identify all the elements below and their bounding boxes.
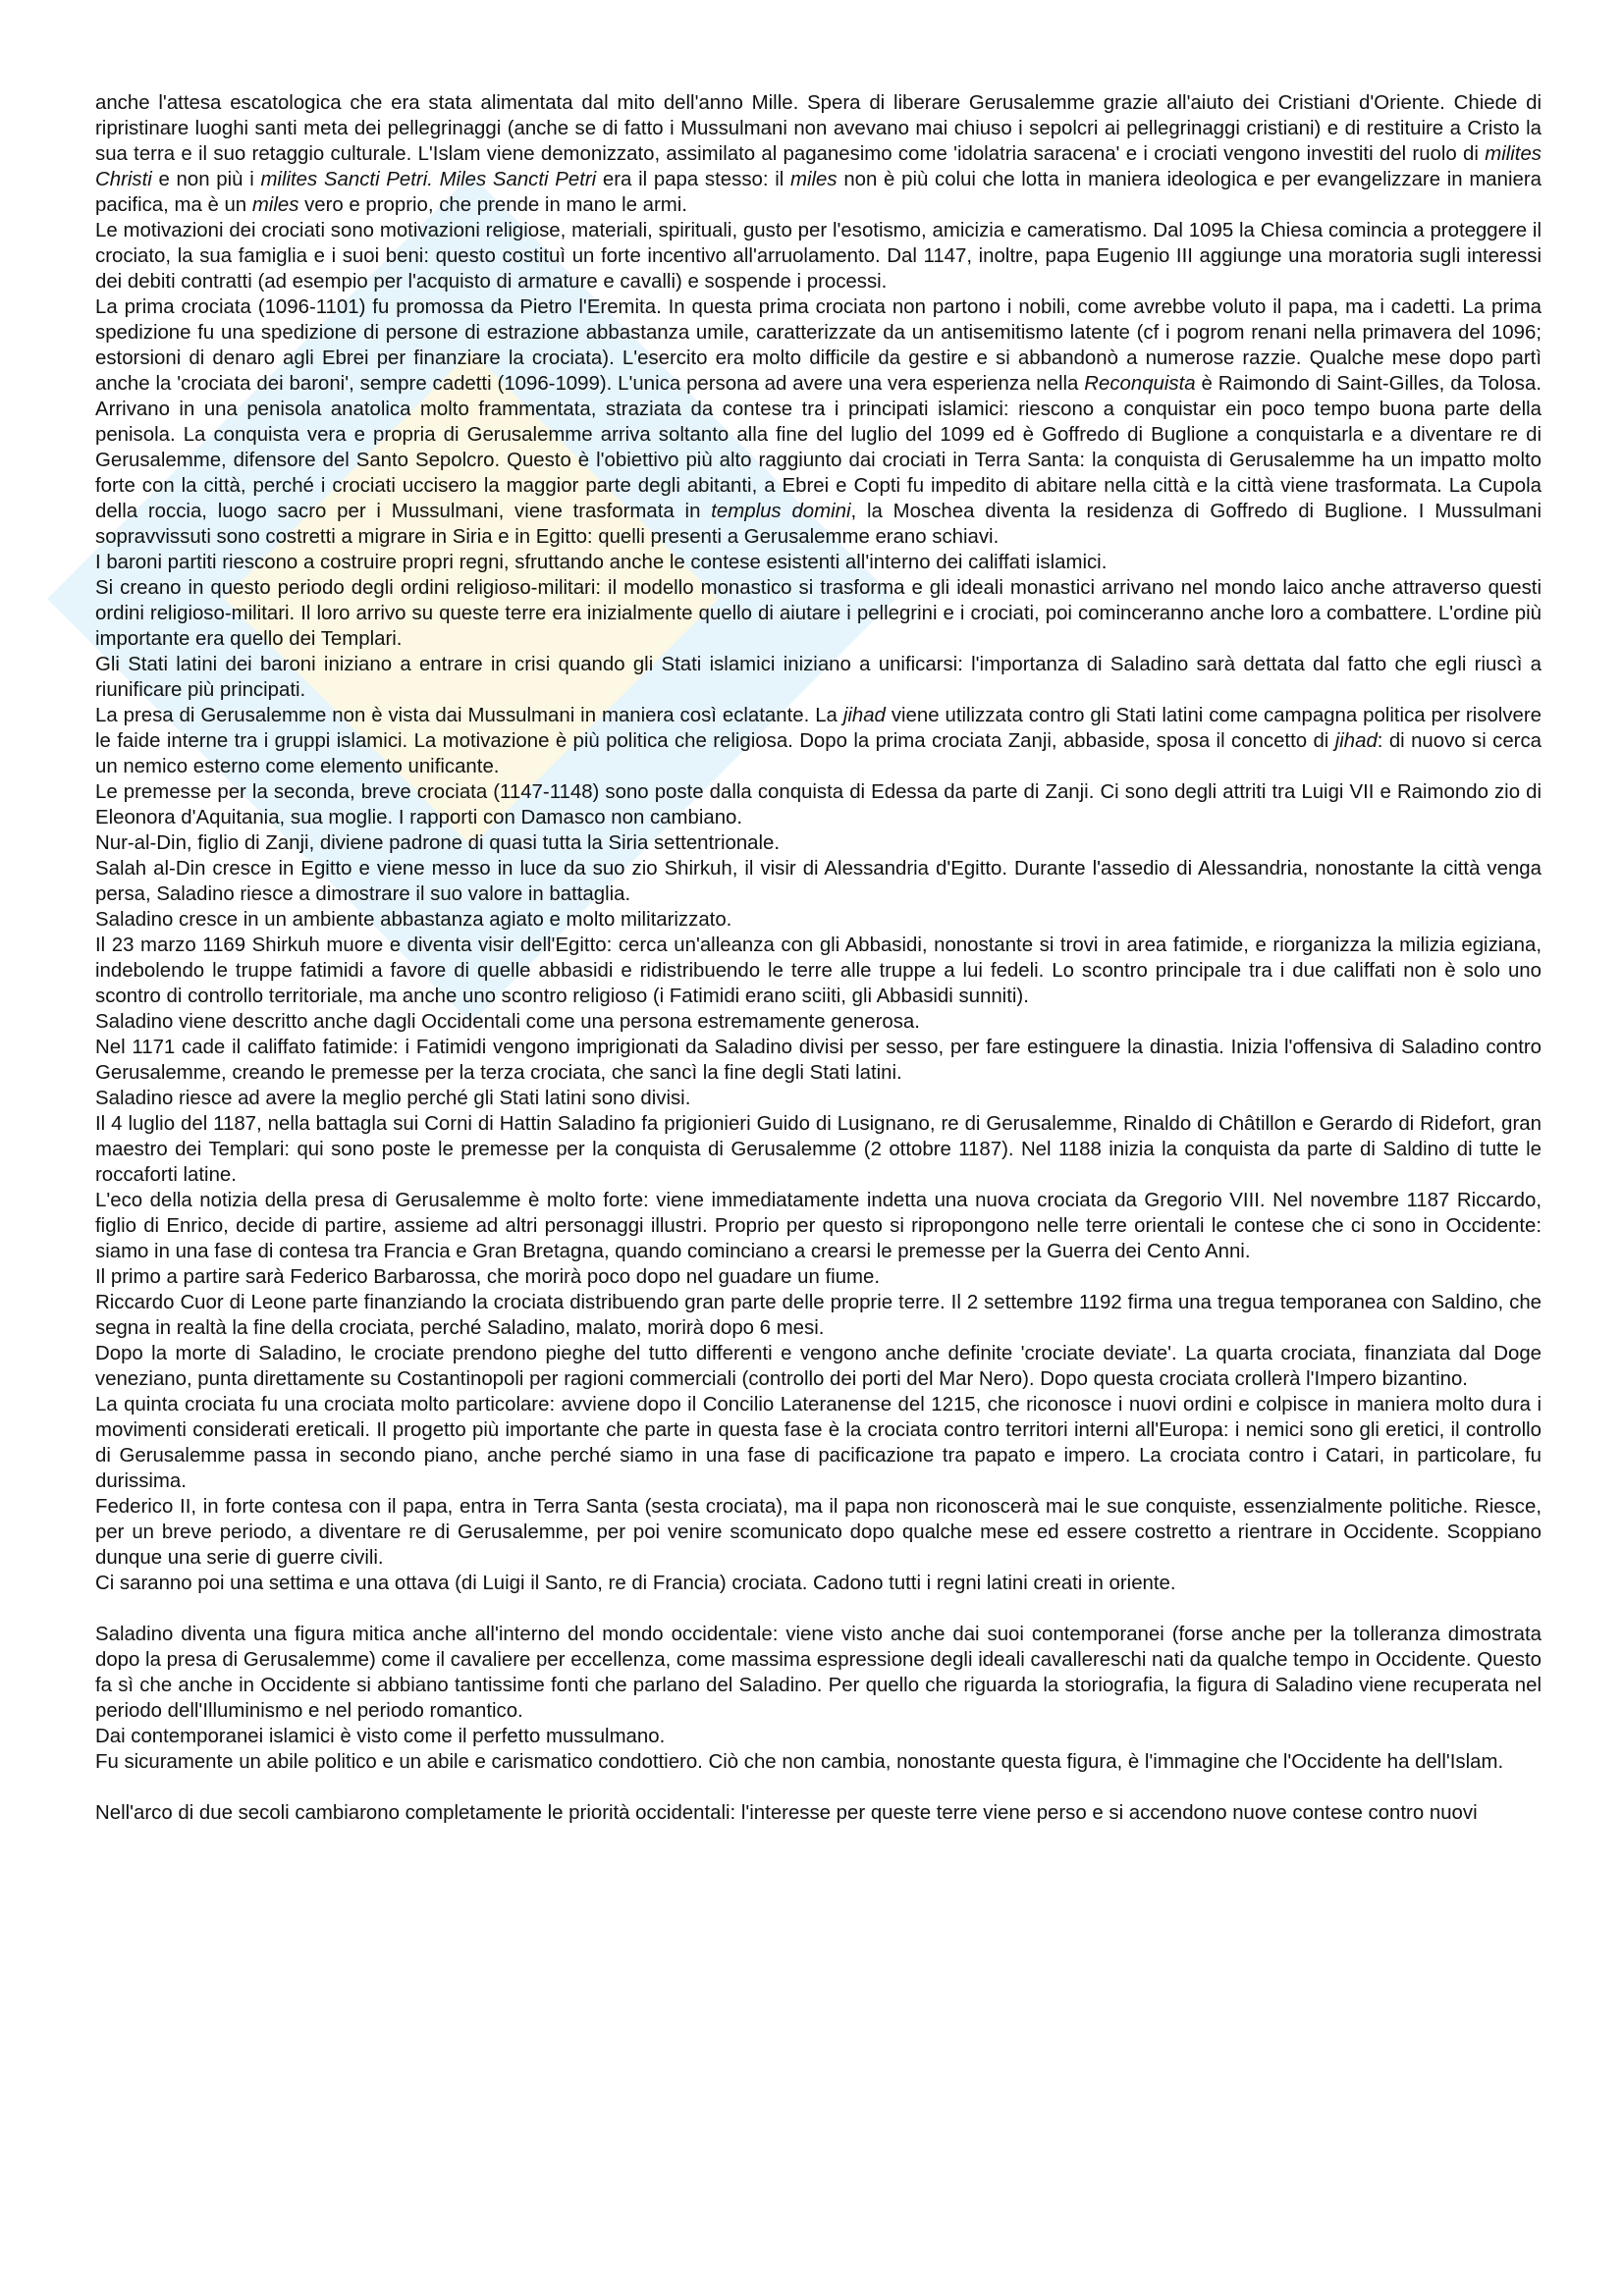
text-run: La prima crociata (1096-1101) fu promossa da Pietro l'Eremita. In questa prima crociata non partono i nobili, come avrebbe voluto il papa, ma i cadetti. La prima spedizione fu una spedizione di persone di estrazione abbastanza umile, caratterizzate da un antisemitismo latente (cf i pogrom renani nella primavera del 1096; estorsioni di denaro agli Ebrei per finanziare la crociata). L'esercito era molto difficile da gestire e si abbandonò a numerose razzie. Qualche mese dopo partì anche la 'crociata dei baroni', sempre cadetti (1096-1099). L'unica persona ad avere una vera esperienza nella: [95, 296, 1542, 395]
text-run: e non più i: [151, 169, 261, 190]
paragraph: [95, 1009, 1542, 1035]
paragraph: [95, 1392, 1542, 1494]
text-run: Nel 1171 cade il califfato fatimide: i Fatimidi vengono imprigionati da Saladino divisi per sesso, per fare estinguere la dinastia. Inizia l'offensiva di Saladino contro Gerusalemme, creando le premesse per la terza crociata, che sancì la fine degli Stati latini.: [95, 1037, 1542, 1084]
text-run: Nur-al-Din, figlio di Zanji, diviene padrone di quasi tutta la Siria settentrionale.: [95, 832, 781, 854]
text-run: Saladino cresce in un ambiente abbastanza agiato e molto militarizzato.: [95, 909, 732, 931]
paragraph: [95, 1086, 1542, 1111]
text-run: La presa di Gerusalemme non è vista dai Mussulmani in maniera così eclatante. La: [95, 705, 843, 726]
paragraph: [95, 652, 1542, 703]
text-run: : di nuovo si cerca un nemico esterno come elemento unificante.: [95, 730, 1542, 777]
text-run: Dopo la morte di Saladino, le crociate prendono pieghe del tutto differenti e vengono anche definite 'crociate deviate'. La quarta crociata, finanziata dal Doge veneziano, punta direttamente su Costantinopoli per ragioni commerciali (controllo dei porti del Mar Nero). Dopo questa crociata crollerà l'Impero bizantino.: [95, 1343, 1542, 1390]
text-run: Federico II, in forte contesa con il papa, entra in Terra Santa (sesta crociata), ma il papa non riconoscerà mai le sue conquiste, essenzialmente politiche. Riesce, per un breve periodo, a diventare re di Gerusalemme, per poi venire scomunicato dopo qualche mese ed essere costretto a rientrare in Occidente. Scoppiano dunque una serie di guerre civili.: [95, 1496, 1542, 1569]
text-run: Si creano in questo periodo degli ordini religioso-militari: il modello monastico si trasforma e gli ideali monastici arrivano nel mondo laico anche attraverso questi ordini religioso-militari. Il loro arrivo su queste terre era inizialmente quello di aiutare i pellegrini e i crociati, poi cominceranno anche loro a combattere. L'ordine più importante era quello dei Templari.: [95, 577, 1542, 650]
italic-term: templus domini: [711, 501, 851, 522]
text-run: Dai contemporanei islamici è visto come il perfetto mussulmano.: [95, 1726, 666, 1747]
text-run: era il papa stesso: il: [596, 169, 791, 190]
text-run: Il 4 luglio del 1187, nella battagla sui Corni di Hattin Saladino fa prigionieri Guido di Lusignano, re di Gerusalemme, Rinaldo di Châtillon e Gerardo di Ridefort, gran maestro dei Templari: qui sono poste le premesse per la conquista di Gerusalemme (2 ottobre 1187). Nel 1188 inizia la conquista da parte di Saldino di tutte le roccaforti latine.: [95, 1113, 1542, 1186]
paragraph: [95, 703, 1542, 779]
paragraph: [95, 550, 1542, 575]
text-run: Il primo a partire sarà Federico Barbarossa, che morirà poco dopo nel guadare un fiume.: [95, 1266, 881, 1288]
text-run: I baroni partiti riescono a costruire propri regni, sfruttando anche le contese esistenti all'interno dei califfati islamici.: [95, 552, 1108, 573]
paragraph: [95, 779, 1542, 830]
paragraph: [95, 1724, 1542, 1749]
italic-term: jihad: [1334, 730, 1378, 752]
document-body: [95, 90, 1542, 1826]
paragraph: [95, 1264, 1542, 1290]
paragraph: [95, 1290, 1542, 1341]
text-run: Il 23 marzo 1169 Shirkuh muore e diventa visir dell'Egitto: cerca un'alleanza con gli Abbasidi, nonostante si trovi in area fatimide, e riorganizza la milizia egiziana, indebolendo le truppe fatimidi a favore di quelle abbasidi e ridistribuendo le terre alle truppe a lui fedeli. Lo scontro principale tra i due califfati non è solo uno scontro di controllo territoriale, ma anche uno scontro religioso (i Fatimidi erano sciiti, gli Abbasidi sunniti).: [95, 934, 1542, 1007]
text-run: Gli Stati latini dei baroni iniziano a entrare in crisi quando gli Stati islamici iniziano a unificarsi: l'importanza di Saladino sarà dettata dal fatto che egli riuscì a riunificare più principati.: [95, 654, 1542, 701]
text-run: Saladino viene descritto anche dagli Occidentali come una persona estremamente generosa.: [95, 1011, 920, 1033]
text-run: Ci saranno poi una settima e una ottava (di Luigi il Santo, re di Francia) crociata. Cadono tutti i regni latini creati in oriente.: [95, 1573, 1176, 1594]
text-run: anche l'attesa escatologica che era stata alimentata dal mito dell'anno Mille. Spera di liberare Gerusalemme grazie all'aiuto dei Cristiani d'Oriente. Chiede di ripristinare luoghi santi meta dei pellegrinaggi (anche se di fatto i Mussulmani non avevano mai chiuso i sepolcri ai pellegrinaggi cristiani) e di restituire a Cristo la sua terra e il suo retaggio culturale. L'Islam viene demonizzato, assimilato al paganesimo come 'idolatria saracena' e i crociati vengono investiti del ruolo di: [95, 92, 1542, 165]
paragraph: [95, 218, 1542, 294]
text-run: L'eco della notizia della presa di Gerusalemme è molto forte: viene immediatamente indetta una nuova crociata da Gregorio VIII. Nel novembre 1187 Riccardo, figlio di Enrico, decide di partire, assieme ad altri personaggi illustri. Proprio per questo si ripropongono nelle terre orientali le contese che ci sono in Occidente: siamo in una fase di contesa tra Francia e Gran Bretagna, quando cominciano a crearsi le premesse per la Guerra dei Cento Anni.: [95, 1190, 1542, 1262]
italic-term: Reconquista: [1084, 373, 1196, 395]
italic-term: milites Sancti Petri. Miles Sancti Petri: [260, 169, 597, 190]
paragraph: [95, 90, 1542, 218]
text-run: Riccardo Cuor di Leone parte finanziando la crociata distribuendo gran parte delle proprie terre. Il 2 settembre 1192 firma una tregua temporanea con Saldino, che segna in realtà la fine della crociata, perché Saladino, malato, morirà dopo 6 mesi.: [95, 1292, 1542, 1339]
paragraph: [95, 907, 1542, 933]
italic-term: jihad: [842, 705, 886, 726]
paragraph: [95, 1188, 1542, 1264]
paragraph: [95, 1341, 1542, 1392]
paragraph: [95, 933, 1542, 1009]
italic-term: miles: [790, 169, 838, 190]
paragraph: [95, 1749, 1542, 1775]
paragraph: [95, 1571, 1542, 1596]
text-run: non è più colui che lotta in maniera ideologica e per evangelizzare in maniera pacifica, ma è un: [95, 169, 1542, 216]
paragraph: [95, 1800, 1542, 1826]
paragraph: [95, 294, 1542, 550]
text-run: Nell'arco di due secoli cambiarono completamente le priorità occidentali: l'interesse per queste terre viene perso e si accendono nuove contese contro nuovi: [95, 1802, 1478, 1824]
text-run: La quinta crociata fu una crociata molto particolare: avviene dopo il Concilio Lateranense del 1215, che riconosce i nuovi ordini e colpisce in maniera molto dura i movimenti considerati ereticali. Il progetto più importante che parte in questa fase è la crociata contro territori interni all'Europa: i nemici sono gli eretici, il controllo di Gerusalemme passa in secondo piano, anche perché siamo in una fase di pacificazione tra papato e impero. La crociata contro i Catari, in particolare, fu durissima.: [95, 1394, 1542, 1492]
text-run: Saladino riesce ad avere la meglio perché gli Stati latini sono divisi.: [95, 1088, 691, 1109]
paragraph: [95, 1111, 1542, 1188]
text-run: Salah al-Din cresce in Egitto e viene messo in luce da suo zio Shirkuh, il visir di Alessandria d'Egitto. Durante l'assedio di Alessandria, nonostante la città venga persa, Saladino riesce a dimostrare il suo valore in battaglia.: [95, 858, 1542, 905]
text-run: , la Moschea diventa la residenza di Goffredo di Buglione. I Mussulmani sopravvissuti sono costretti a migrare in Siria e in Egitto: quelli presenti a Gerusalemme erano schiavi.: [95, 501, 1542, 548]
paragraph: [95, 1622, 1542, 1724]
paragraph: [95, 856, 1542, 907]
text-run: vero e proprio, che prende in mano le armi.: [298, 194, 687, 216]
paragraph: [95, 830, 1542, 856]
text-run: Le premesse per la seconda, breve crociata (1147-1148) sono poste dalla conquista di Edessa da parte di Zanji. Ci sono degli attriti tra Luigi VII e Raimondo zio di Eleonora d'Aquitania, sua moglie. I rapporti con Damasco non cambiano.: [95, 781, 1542, 828]
paragraph: [95, 1035, 1542, 1086]
text-run: Le motivazioni dei crociati sono motivazioni religiose, materiali, spirituali, gusto per l'esotismo, amicizia e cameratismo. Dal 1095 la Chiesa comincia a proteggere il crociato, la sua famiglia e i suoi beni: questo costituì un forte incentivo all'arruolamento. Dal 1147, inoltre, papa Eugenio III aggiunge una moratoria sugli interessi dei debiti contratti (ad esempio per l'acquisto di armature e cavalli) e sospende i processi.: [95, 220, 1542, 293]
italic-term: miles: [251, 194, 299, 216]
italic-term: milites Christi: [95, 143, 1542, 190]
paragraph: [95, 1494, 1542, 1571]
text-run: Saladino diventa una figura mitica anche all'interno del mondo occidentale: viene visto anche dai suoi contemporanei (forse anche per la tolleranza dimostrata dopo la presa di Gerusalemme) come il cavaliere per eccellenza, come massima espressione degli ideali cavallereschi nati da qualche tempo in Occidente. Questo fa sì che anche in Occidente si abbiano tantissime fonti che parlano del Saladino. Per quello che riguarda la storiografia, la figura di Saladino viene recuperata nel periodo dell'Illuminismo e nel periodo romantico.: [95, 1624, 1542, 1722]
text-run: viene utilizzata contro gli Stati latini come campagna politica per risolvere le faide interne tra i gruppi islamici. La motivazione è più politica che religiosa. Dopo la prima crociata Zanji, abbaside, sposa il concetto di: [95, 705, 1542, 752]
text-run: Fu sicuramente un abile politico e un abile e carismatico condottiero. Ciò che non cambia, nonostante questa figura, è l'immagine che l'Occidente ha dell'Islam.: [95, 1751, 1504, 1773]
paragraph: [95, 575, 1542, 652]
text-run: è Raimondo di Saint-Gilles, da Tolosa. Arrivano in una penisola anatolica molto frammentata, straziata da contese tra i principati islamici: riescono a conquistar ein poco tempo buona parte della penisola. La conquista vera e propria di Gerusalemme arriva soltanto alla fine del luglio del 1099 ed è Goffredo di Buglione a conquistarla e a diventare re di Gerusalemme, difensore del Santo Sepolcro. Questo è l'obiettivo più alto raggiunto dai crociati in Terra Santa: la conquista di Gerusalemme ha un impatto molto forte con la città, perché i crociati uccisero la maggior parte degli abitanti, a Ebrei e Copti fu impedito di abitare nella città e la città viene trasformata. La Cupola della roccia, luogo sacro per i Mussulmani, viene trasformata in: [95, 373, 1542, 522]
